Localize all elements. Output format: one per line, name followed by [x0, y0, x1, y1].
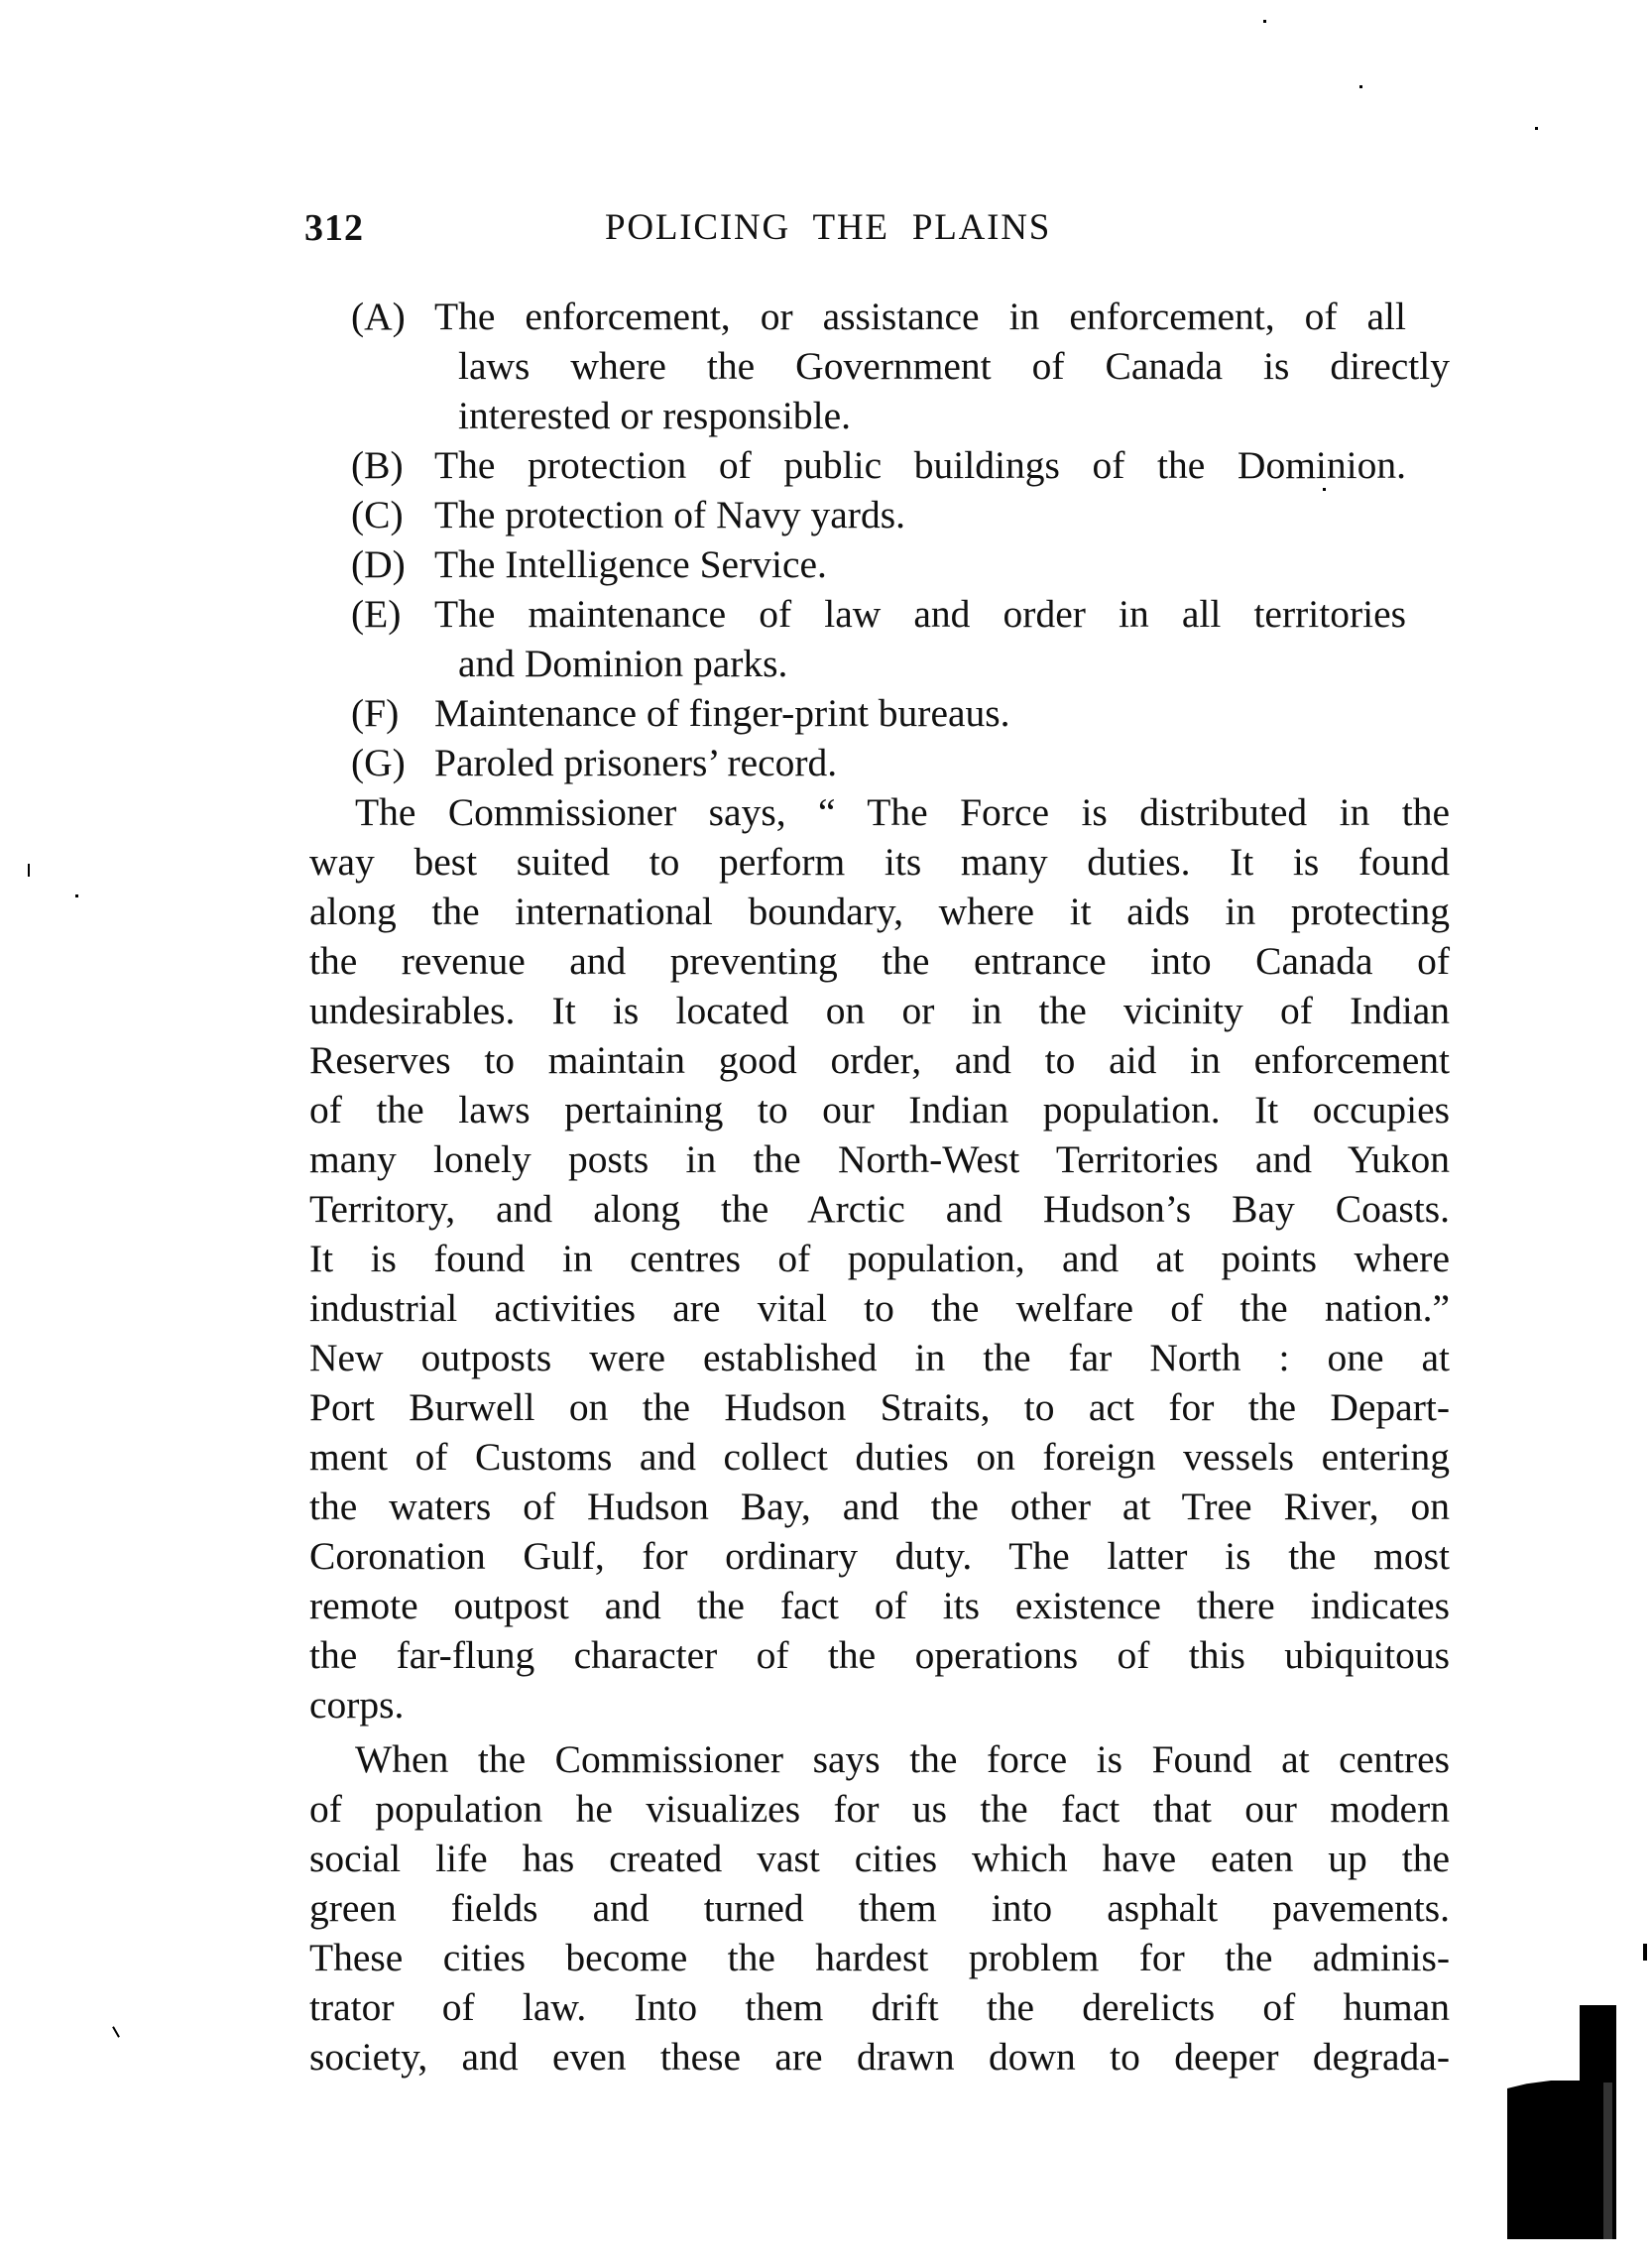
list-item-d [309, 539, 1406, 589]
running-head [304, 205, 1455, 251]
list-text: The Intelligence Service. [434, 542, 827, 586]
paragraph-line: It is found in centres of population, and at points where [309, 1237, 1450, 1280]
paragraph-line: corps. [309, 1683, 405, 1726]
scan-mark [112, 2026, 120, 2037]
list-item-a-continuation [309, 391, 1450, 440]
paragraph-line: trator of law. Into them drift the derelicts of human [309, 1985, 1450, 2029]
paragraph-line: industrial activities are vital to the welfare of the nation.” [309, 1286, 1450, 1330]
running-title: POLICING THE PLAINS [605, 207, 1052, 248]
paragraph-line: of the laws pertaining to our Indian population. It occupies [309, 1088, 1450, 1131]
list-text: The protection of public buildings of the Dominion. [434, 443, 1406, 487]
list-item-e-continuation [309, 639, 1450, 688]
paragraph-line: many lonely posts in the North-West Territories and Yukon [309, 1137, 1450, 1181]
list-text: The protection of Navy yards. [434, 493, 905, 536]
list-label: (B) [351, 443, 404, 487]
list-item-f [309, 688, 1406, 738]
body-text [309, 292, 1450, 2082]
list-item-g [309, 738, 1406, 787]
list-label: (E) [351, 592, 402, 636]
list-text: laws where the Government of Canada is directly [458, 344, 1450, 388]
paragraph-line: When the Commissioner says the force is Found at centres [355, 1737, 1450, 1781]
paragraph-line: way best suited to perform its many duties. It is found [309, 840, 1450, 884]
paragraph-line: undesirables. It is located on or in the vicinity of Indian [309, 989, 1450, 1032]
paragraph-line: Port Burwell on the Hudson Straits, to act for the Depart- [309, 1385, 1450, 1429]
paragraph-line: Reserves to maintain good order, and to aid in enforcement [309, 1038, 1450, 1082]
scan-mark [28, 864, 30, 877]
list-label: (D) [351, 542, 406, 586]
list-text: and Dominion parks. [458, 642, 788, 685]
list-item-a [309, 292, 1406, 341]
paragraph-line: Territory, and along the Arctic and Hudson’s Bay Coasts. [309, 1187, 1450, 1231]
paragraph-cities [309, 1734, 1450, 2082]
scan-speck [1263, 20, 1266, 23]
list-text: Paroled prisoners’ record. [434, 741, 838, 784]
list-item-a-continuation [309, 341, 1450, 391]
list-text: The enforcement, or assistance in enforcement, of all [434, 295, 1406, 338]
scan-speck [75, 894, 78, 897]
scan-speck [1535, 127, 1538, 130]
paragraph-line: ment of Customs and collect duties on foreign vessels entering [309, 1435, 1450, 1479]
paragraph-line: Coronation Gulf, for ordinary duty. The latter is the most [309, 1534, 1450, 1578]
paragraph-line: society, and even these are drawn down to deeper degrada- [309, 2035, 1450, 2079]
paragraph-line: The Commissioner says, “ The Force is distributed in the [355, 790, 1450, 834]
list-text: interested or responsible. [458, 394, 851, 437]
paragraph-commissioner-quote [309, 787, 1450, 1729]
list-item-c [309, 490, 1406, 539]
paragraph-line: New outposts were established in the far North : one at [309, 1336, 1450, 1379]
list-text: The maintenance of law and order in all territories [434, 592, 1406, 636]
paragraph-line: remote outpost and the fact of its existence there indicates [309, 1584, 1450, 1627]
scan-smudge [1603, 2083, 1612, 2239]
list-text: Maintenance of finger-print bureaus. [434, 691, 1010, 735]
paragraph-line: the revenue and preventing the entrance into Canada of [309, 939, 1450, 983]
paragraph-line: These cities become the hardest problem for the adminis- [309, 1936, 1450, 1979]
paragraph-line: the waters of Hudson Bay, and the other at Tree River, on [309, 1485, 1450, 1528]
list-label: (A) [351, 295, 406, 338]
list-item-b [309, 440, 1406, 490]
list-label: (F) [351, 691, 400, 735]
paragraph-line: green fields and turned them into asphalt pavements. [309, 1886, 1450, 1930]
paragraph-line: social life has created vast cities which have eaten up the [309, 1837, 1450, 1880]
list-label: (G) [351, 741, 406, 784]
scan-mark [1643, 1944, 1647, 1961]
page-number: 312 [304, 207, 364, 249]
list-item-e [309, 589, 1406, 639]
paragraph-line: along the international boundary, where it aids in protecting [309, 890, 1450, 933]
paragraph-line: the far-flung character of the operations of this ubiquitous [309, 1633, 1450, 1677]
scan-speck [1323, 488, 1326, 491]
paragraph-line: of population he visualizes for us the fact that our modern [309, 1787, 1450, 1831]
list-label: (C) [351, 493, 404, 536]
scan-speck [1359, 85, 1362, 88]
